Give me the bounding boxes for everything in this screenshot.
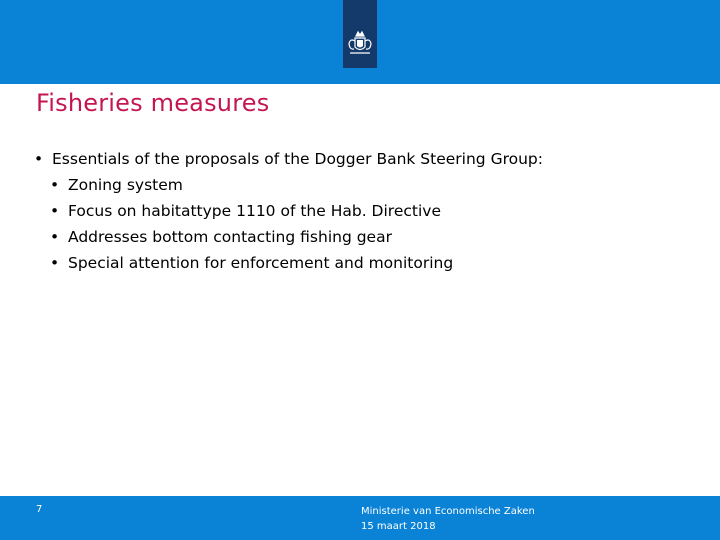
royal-coat-of-arms-icon — [346, 30, 374, 60]
sub-bullet-item: • Special attention for enforcement and monitoring — [32, 250, 543, 276]
footer-date: 15 maart 2018 — [361, 521, 436, 532]
ministry-name: Ministerie van Economische Zaken — [361, 506, 535, 517]
header-bar — [0, 0, 720, 84]
slide-title: Fisheries measures — [36, 89, 270, 117]
footer-info — [361, 504, 535, 534]
sub-bullet-item: • Zoning system — [32, 172, 543, 198]
sub-bullet-item: • Focus on habitattype 1110 of the Hab. Directive — [32, 198, 543, 224]
logo-strip — [343, 0, 377, 68]
bullet-item: • Essentials of the proposals of the Dogger Bank Steering Group: — [32, 146, 543, 172]
footer-bar — [0, 496, 720, 540]
page-number: 7 — [36, 504, 43, 515]
bullet-list — [32, 146, 543, 276]
sub-bullet-item: • Addresses bottom contacting fishing gear — [32, 224, 543, 250]
